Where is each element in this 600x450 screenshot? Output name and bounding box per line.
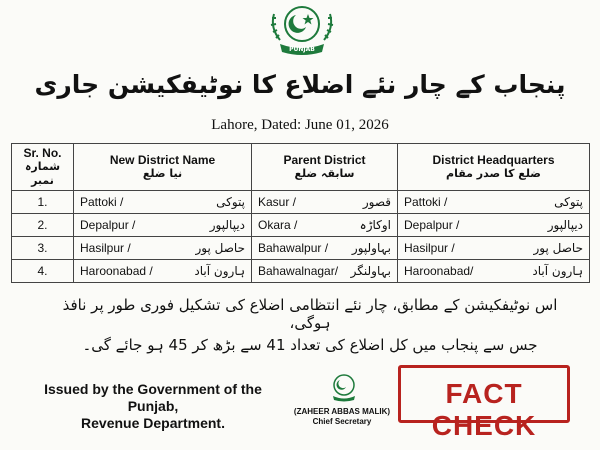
issued-line-1: Issued by the Government of the Punjab, [44,381,262,414]
sr-no-cell: 2. [12,214,74,237]
new-district-cell: Hasilpur / حاصل پور [74,237,252,260]
parent-district-cell: Bahawalpur / بہاولپور [252,237,398,260]
table-row [12,214,590,237]
header-parent-district: Parent District سابقہ ضلع [252,144,398,191]
headquarters-cell: Haroonabad/ ہارون آباد [398,260,590,283]
notification-text-line-1: اس نوٹیفکیشن کے مطابق، چار نئے انتظامی اضلاع کی تشکیل فوری طور پر نافذ ہوگی، [62,296,558,332]
page-title: پنجاب کے چار نئے اضلاع کا نوٹیفکیشن جاری [34,70,566,99]
signatory [282,407,402,427]
headquarters-cell: Hasilpur / حاصل پور [398,237,590,260]
new-district-cell: Haroonabad / ہارون آباد [74,260,252,283]
signer-name: (ZAHEER ABBAS MALIK) [293,407,391,416]
fact-check-stamp [398,365,570,441]
table-row [12,237,590,260]
table-row [12,191,590,214]
sr-no-cell: 1. [12,191,74,214]
sr-no-cell: 4. [12,260,74,283]
sr-no-cell: 3. [12,237,74,260]
issuing-authority [38,381,268,432]
headquarters-cell: Pattoki / پتوکی [398,191,590,214]
notification-text-line-2: جس سے پنجاب میں کل اضلاع کی تعداد 41 سے بڑھ کر 45 ہو جائے گی۔ [82,336,538,354]
new-district-cell: Pattoki / پتوکی [74,191,252,214]
header-district-headquarters: District Headquarters ضلع کا صدر مقام [398,144,590,191]
districts-table [11,143,590,283]
header-sr-no: Sr. No. شمارہ نمبر [12,144,74,191]
punjab-seal-icon [328,372,360,404]
header-new-district: New District Name نیا ضلع [74,144,252,191]
date-line: Lahore, Dated: June 01, 2026 [211,117,389,133]
svg-text:PUNJAB: PUNJAB [289,46,315,53]
table-row [12,260,590,283]
new-district-cell: Depalpur / دیپالپور [74,214,252,237]
table-header-row [12,144,590,191]
fact-check-stamp-text: FACT CHECK [431,378,537,441]
parent-district-cell: Bahawalnagar/ بہاولنگر [252,260,398,283]
punjab-emblem-icon [266,4,338,62]
parent-district-cell: Kasur / قصور [252,191,398,214]
signer-title: Chief Secretary [312,417,372,426]
headquarters-cell: Depalpur / دیپالپور [398,214,590,237]
parent-district-cell: Okara / اوکاڑہ [252,214,398,237]
issued-line-2: Revenue Department. [81,415,225,431]
